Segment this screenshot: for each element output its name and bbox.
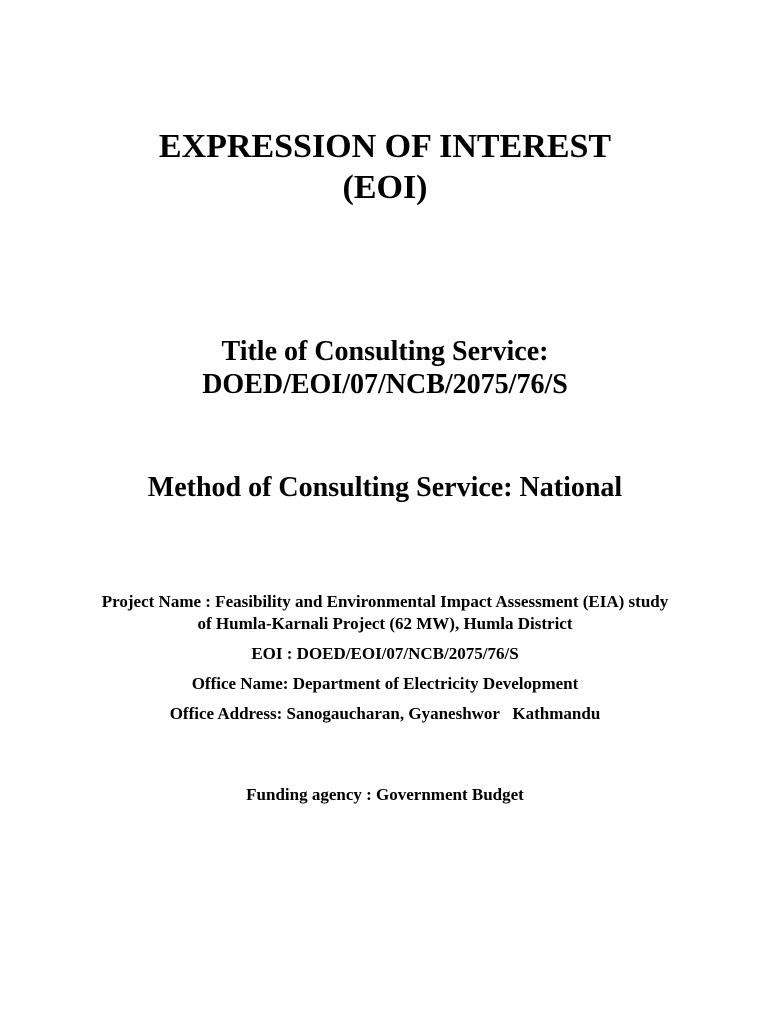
consulting-service-method: Method of Consulting Service: National: [147, 472, 623, 503]
document-title-abbreviation: (EOI): [342, 169, 428, 206]
eoi-reference: EOI : DOED/EOI/07/NCB/2075/76/S: [251, 644, 519, 663]
funding-agency: Funding agency : Government Budget: [246, 785, 524, 804]
consulting-service-reference: DOED/EOI/07/NCB/2075/76/S: [202, 369, 568, 400]
project-name-line-1: Project Name : Feasibility and Environmental Impact Assessment (EIA) study: [101, 592, 669, 611]
office-address: Office Address: Sanogaucharan, Gyaneshwor Kathmandu: [169, 704, 601, 723]
consulting-service-title-label: Title of Consulting Service:: [221, 336, 549, 367]
document-title: EXPRESSION OF INTEREST: [158, 128, 612, 165]
office-name: Office Name: Department of Electricity Development: [191, 674, 579, 693]
project-name-line-2: of Humla-Karnali Project (62 MW), Humla District: [197, 614, 573, 633]
